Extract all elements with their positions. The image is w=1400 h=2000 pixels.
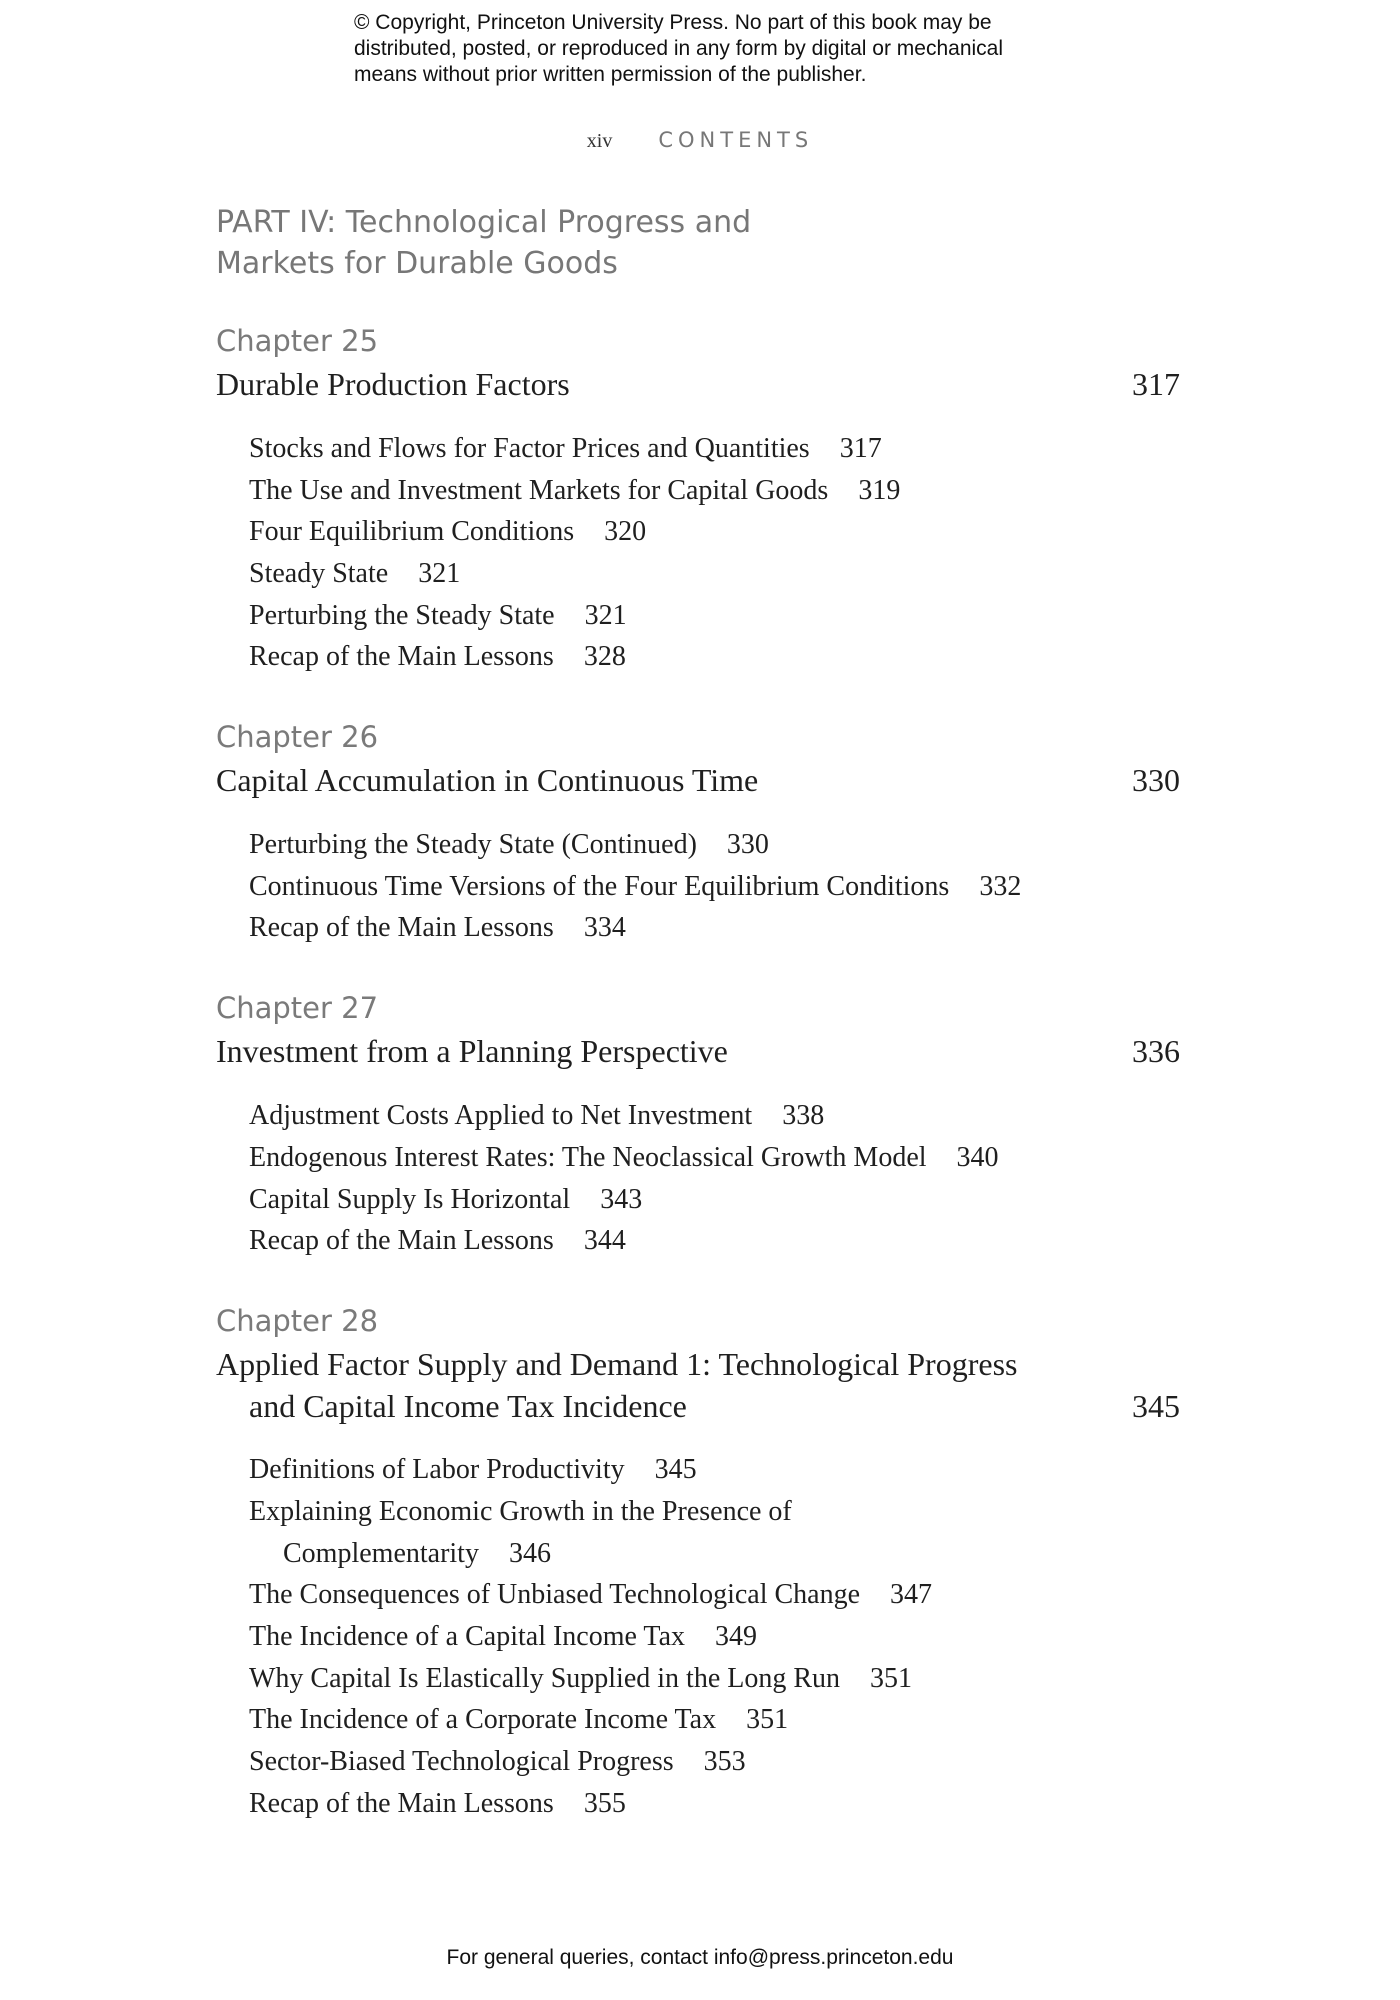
section-page-number: 343 [600,1184,643,1215]
section-title: The Incidence of a Corporate Income Tax [249,1704,717,1735]
section-page-number: 355 [583,1788,626,1819]
section-title: Recap of the Main Lessons [249,1788,554,1819]
section-title: Endogenous Interest Rates: The Neoclassical Growth Model [249,1142,927,1173]
chapter-title: Durable Production Factors [216,366,570,402]
toc-section [249,1621,757,1653]
toc-section-continued [283,1538,551,1570]
section-title: Stocks and Flows for Factor Prices and Quantities [249,433,810,464]
toc-section [249,1704,788,1736]
toc-section [249,1788,626,1820]
toc-section [249,912,626,944]
section-title: Explaining Economic Growth in the Presence of [249,1496,792,1527]
section-page-number: 340 [956,1142,999,1173]
section-title: Perturbing the Steady State [249,600,555,631]
section-page-number: 317 [839,433,882,464]
section-page-number: 328 [583,641,626,672]
section-page-number: 351 [870,1663,913,1694]
section-page-number: 353 [703,1746,746,1777]
section-title: Recap of the Main Lessons [249,912,554,943]
footer-contact: For general queries, contact info@press.princeton.edu [446,1946,954,1969]
copyright-line: means without prior written permission of the publisher. [354,63,867,86]
running-head [0,128,1400,153]
section-page-number: 330 [726,829,769,860]
toc-section [249,829,769,861]
toc-section [249,475,900,507]
chapter-title-continued: and Capital Income Tax Incidence [249,1388,687,1424]
toc-section [249,1663,912,1695]
toc-section [249,1746,746,1778]
section-page-number: 347 [890,1579,933,1610]
section-title: Recap of the Main Lessons [249,641,554,672]
copyright-line: © Copyright, Princeton University Press. No part of this book may be [354,11,992,34]
section-title: Why Capital Is Elastically Supplied in the Long Run [249,1663,841,1694]
chapter-label: Chapter 27 [216,991,379,1025]
section-page-number: 338 [782,1100,825,1131]
chapter-page-number: 317 [1132,366,1180,402]
section-title: Recap of the Main Lessons [249,1225,554,1256]
toc-section [249,1184,642,1216]
section-title: Sector-Biased Technological Progress [249,1746,674,1777]
toc-section [249,1100,824,1132]
toc-section [249,641,626,673]
section-page-number: 321 [584,600,627,631]
section-page-number: 351 [746,1704,789,1735]
section-title: Complementarity [283,1538,479,1569]
section-page-number: 332 [979,871,1022,902]
section-page-number: 319 [858,475,901,506]
section-page-number: 321 [418,558,461,589]
toc-section [249,1225,626,1257]
chapter-label: Chapter 28 [216,1304,379,1338]
section-page-number: 345 [654,1454,697,1485]
section-page-number: 320 [604,516,647,547]
section-title: Definitions of Labor Productivity [249,1454,625,1485]
part-title-line: PART IV: Technological Progress and [216,205,752,240]
toc-section [249,1454,697,1486]
section-title: Four Equilibrium Conditions [249,516,575,547]
toc-section [249,558,460,590]
chapter-title: Applied Factor Supply and Demand 1: Technological Progress [216,1346,1018,1382]
chapter-page-number: 345 [1132,1388,1180,1424]
section-title: Capital Supply Is Horizontal [249,1184,571,1215]
toc-section [249,433,882,465]
chapter-title: Investment from a Planning Perspective [216,1033,728,1069]
chapter-page-number: 330 [1132,762,1180,798]
part-title [216,202,751,284]
section-title: Steady State [249,558,389,589]
section-title: The Incidence of a Capital Income Tax [249,1621,685,1652]
section-page-number: 334 [583,912,626,943]
section-title: Adjustment Costs Applied to Net Investment [249,1100,753,1131]
toc-section [249,516,646,548]
toc-section [249,1579,932,1611]
copyright-notice [354,10,1074,88]
toc-section [249,1142,999,1174]
section-page-number: 346 [508,1538,551,1569]
section-page-number: 344 [583,1225,626,1256]
chapter-page-number: 336 [1132,1033,1180,1069]
chapter-label: Chapter 25 [216,324,379,358]
chapter-title: Capital Accumulation in Continuous Time [216,762,759,798]
page-folio: xiv [586,130,613,152]
chapter-label: Chapter 26 [216,720,379,754]
part-title-line: Markets for Durable Goods [216,246,618,281]
section-title: The Use and Investment Markets for Capital Goods [249,475,829,506]
toc-section [249,600,627,632]
toc-section [249,1496,792,1528]
section-title: The Consequences of Unbiased Technological Change [249,1579,861,1610]
section-title: Perturbing the Steady State (Continued) [249,829,697,860]
running-title: CONTENTS [658,128,814,152]
toc-section [249,871,1021,903]
section-title: Continuous Time Versions of the Four Equilibrium Conditions [249,871,950,902]
section-page-number: 349 [715,1621,757,1652]
copyright-line: distributed, posted, or reproduced in any form by digital or mechanical [354,37,1004,60]
